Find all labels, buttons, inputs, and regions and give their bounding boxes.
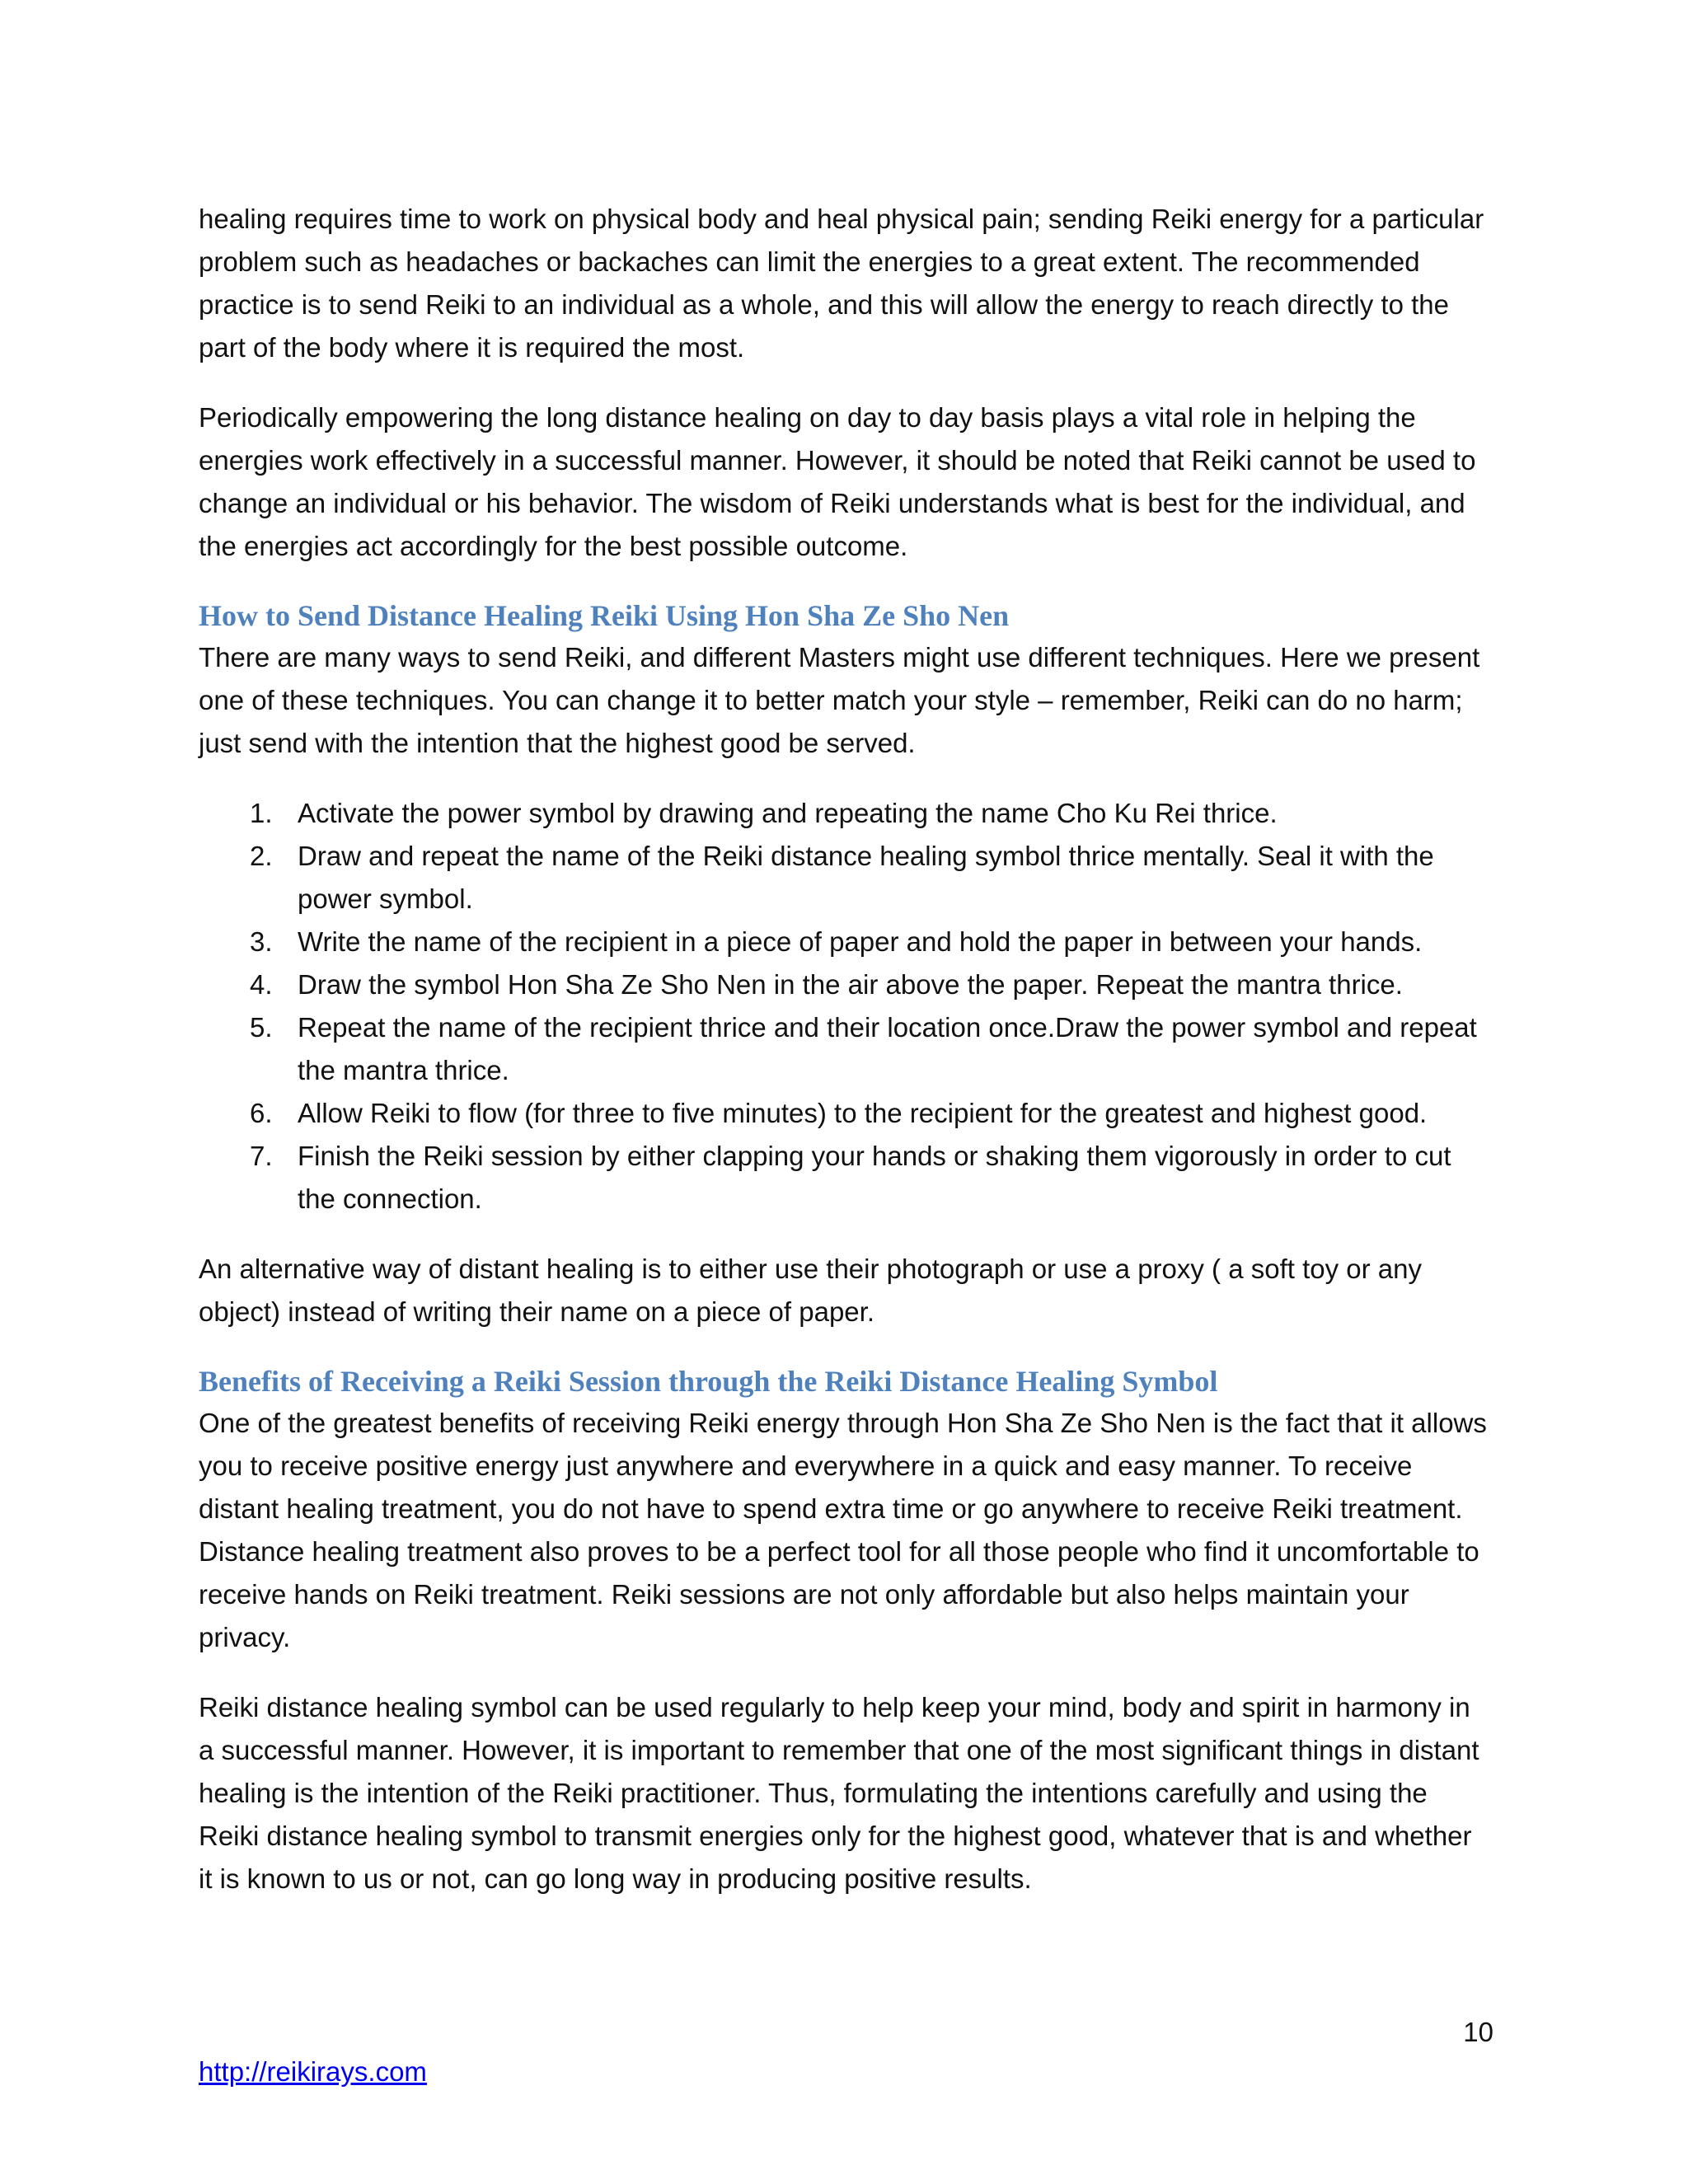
steps-list bbox=[199, 792, 1493, 1221]
section-heading-send-distance-healing: How to Send Distance Healing Reiki Using Hon Sha Ze Sho Nen bbox=[199, 599, 1010, 632]
list-item bbox=[199, 792, 1493, 835]
step-text: Repeat the name of the recipient thrice and their location once.Draw the power symbol and repeat the mantra thrice. bbox=[298, 1012, 1477, 1085]
body-paragraph: Periodically empowering the long distance healing on day to day basis plays a vital role in helping the energies work effectively in a successful manner. However, it should be noted that Reiki cannot be used to change an individual or his behavior. The wisdom of Reiki understands what is best for the individual, and the energies act accordingly for the best possible outcome. bbox=[199, 402, 1476, 561]
list-item bbox=[199, 921, 1493, 963]
step-text: Finish the Reiki session by either clapping your hands or shaking them vigorously in order to cut the connection. bbox=[298, 1141, 1451, 1214]
step-text: Draw and repeat the name of the Reiki distance healing symbol thrice mentally. Seal it with the power symbol. bbox=[298, 841, 1434, 914]
section-heading-benefits: Benefits of Receiving a Reiki Session through the Reiki Distance Healing Symbol bbox=[199, 1365, 1218, 1398]
step-text: Draw the symbol Hon Sha Ze Sho Nen in the air above the paper. Repeat the mantra thrice. bbox=[298, 969, 1403, 1000]
footer-website-link[interactable]: http://reikirays.com bbox=[199, 2056, 427, 2087]
section-intro-paragraph: There are many ways to send Reiki, and different Masters might use different techniques. Here we present one of these techniques. You can change it to better match your style – remember, Reiki can do no harm; just send with the intention that the highest good be served. bbox=[199, 642, 1480, 758]
page-number: 10 bbox=[1463, 2017, 1493, 2047]
body-paragraph: An alternative way of distant healing is to either use their photograph or use a proxy ( a soft toy or any object) instead of writing their name on a piece of paper. bbox=[199, 1254, 1423, 1327]
list-item bbox=[199, 835, 1493, 921]
step-number: 2. bbox=[250, 841, 273, 871]
step-number: 6. bbox=[250, 1098, 273, 1128]
body-paragraph: healing requires time to work on physical body and heal physical pain; sending Reiki energy for a particular problem such as headaches or backaches can limit the energies to a great extent. The recommended practice is to send Reiki to an individual as a whole, and this will allow the energy to reach directly to the part of the body where it is required the most. bbox=[199, 204, 1484, 363]
body-paragraph: Reiki distance healing symbol can be used regularly to help keep your mind, body and spirit in harmony in a successful manner. However, it is important to remember that one of the most significant things in distant healing is the intention of the Reiki practitioner. Thus, formulating the intentions carefully and using the Reiki distance healing symbol to transmit energies only for the highest good, whatever that is and whether it is known to us or not, can go long way in producing positive results. bbox=[199, 1692, 1479, 1894]
step-number: 3. bbox=[250, 926, 273, 957]
step-text: Write the name of the recipient in a piece of paper and hold the paper in between your hands. bbox=[298, 926, 1423, 957]
step-number: 7. bbox=[250, 1141, 273, 1171]
body-paragraph: One of the greatest benefits of receiving Reiki energy through Hon Sha Ze Sho Nen is the fact that it allows you to receive positive energy just anywhere and everywhere in a quick and easy manner. To receive distant healing treatment, you do not have to spend extra time or go anywhere to receive Reiki treatment. Distance healing treatment also proves to be a perfect tool for all those people who find it uncomfortable to receive hands on Reiki treatment. Reiki sessions are not only affordable but also helps maintain your privacy. bbox=[199, 1408, 1487, 1652]
list-item bbox=[199, 1135, 1493, 1221]
list-item bbox=[199, 1092, 1493, 1135]
step-number: 5. bbox=[250, 1012, 273, 1043]
step-number: 4. bbox=[250, 969, 273, 1000]
step-text: Allow Reiki to flow (for three to five minutes) to the recipient for the greatest and highest good. bbox=[298, 1098, 1428, 1128]
list-item bbox=[199, 963, 1493, 1006]
list-item bbox=[199, 1006, 1493, 1092]
step-text: Activate the power symbol by drawing and repeating the name Cho Ku Rei thrice. bbox=[298, 798, 1278, 828]
page-body bbox=[199, 198, 1493, 1928]
step-number: 1. bbox=[250, 798, 273, 828]
